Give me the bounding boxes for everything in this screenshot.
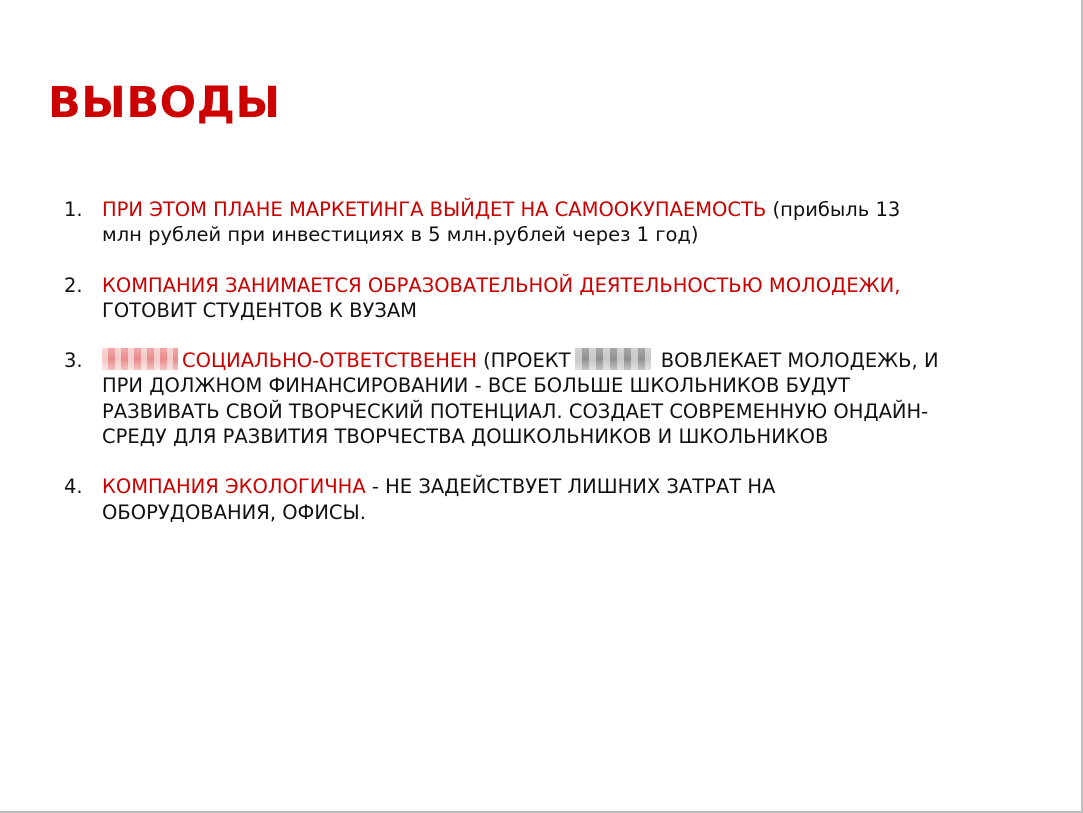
list-item: [64, 474, 944, 525]
list-number: 3.: [64, 349, 83, 373]
slide-title: ВЫВОДЫ: [48, 78, 281, 128]
list-number: 2.: [64, 273, 83, 297]
list-number: 1.: [64, 198, 83, 221]
item-text: (прибыль 13 млн рублей при инвестициях в 5 млн.рублей через 1 год): [102, 198, 901, 247]
item-highlight: ПРИ ЭТОМ ПЛАНЕ МАРКЕТИНГА ВЫЙДЕТ НА САМООКУПАЕМОСТЬ: [102, 198, 767, 221]
conclusions-list: [64, 197, 944, 550]
list-number: 4.: [64, 475, 83, 499]
item-highlight: КОМПАНИЯ ЭКОЛОГИЧНА: [102, 475, 366, 499]
list-item: [64, 273, 944, 324]
item-text-prefix: (ПРОЕКТ: [476, 349, 571, 373]
item-text: - НЕ ЗАДЕЙСТВУЕТ ЛИШНИХ ЗАТРАТ НА ОБОРУДОВАНИЯ, ОФИСЫ.: [102, 475, 776, 524]
item-highlight: СОЦИАЛЬНО-ОТВЕТСТВЕНЕН: [182, 349, 477, 373]
list-item: [64, 348, 944, 449]
redacted-project-name: [575, 348, 651, 370]
redacted-company-name: [102, 348, 178, 370]
item-text: ВОВЛЕКАЕТ МОЛОДЕЖЬ, И ПРИ ДОЛЖНОМ ФИНАНСИРОВАНИИ - ВСЕ БОЛЬШЕ ШКОЛЬНИКОВ БУДУТ РАЗВИВАТЬ СВОЙ ТВОРЧЕСКИЙ ПОТЕНЦИАЛ. СОЗДАЕТ СОВРЕМЕННУЮ ОНДАЙН-СРЕДУ ДЛЯ РАЗВИТИЯ ТВОРЧЕСТВА ДОШКОЛЬНИКОВ И ШКОЛЬНИКОВ: [102, 349, 939, 449]
item-text: ГОТОВИТ СТУДЕНТОВ К ВУЗАМ: [102, 298, 418, 322]
item-highlight: КОМПАНИЯ ЗАНИМАЕТСЯ ОБРАЗОВАТЕЛЬНОЙ ДЕЯТЕЛЬНОСТЬЮ МОЛОДЕЖИ,: [102, 273, 901, 297]
list-item: [64, 197, 944, 248]
